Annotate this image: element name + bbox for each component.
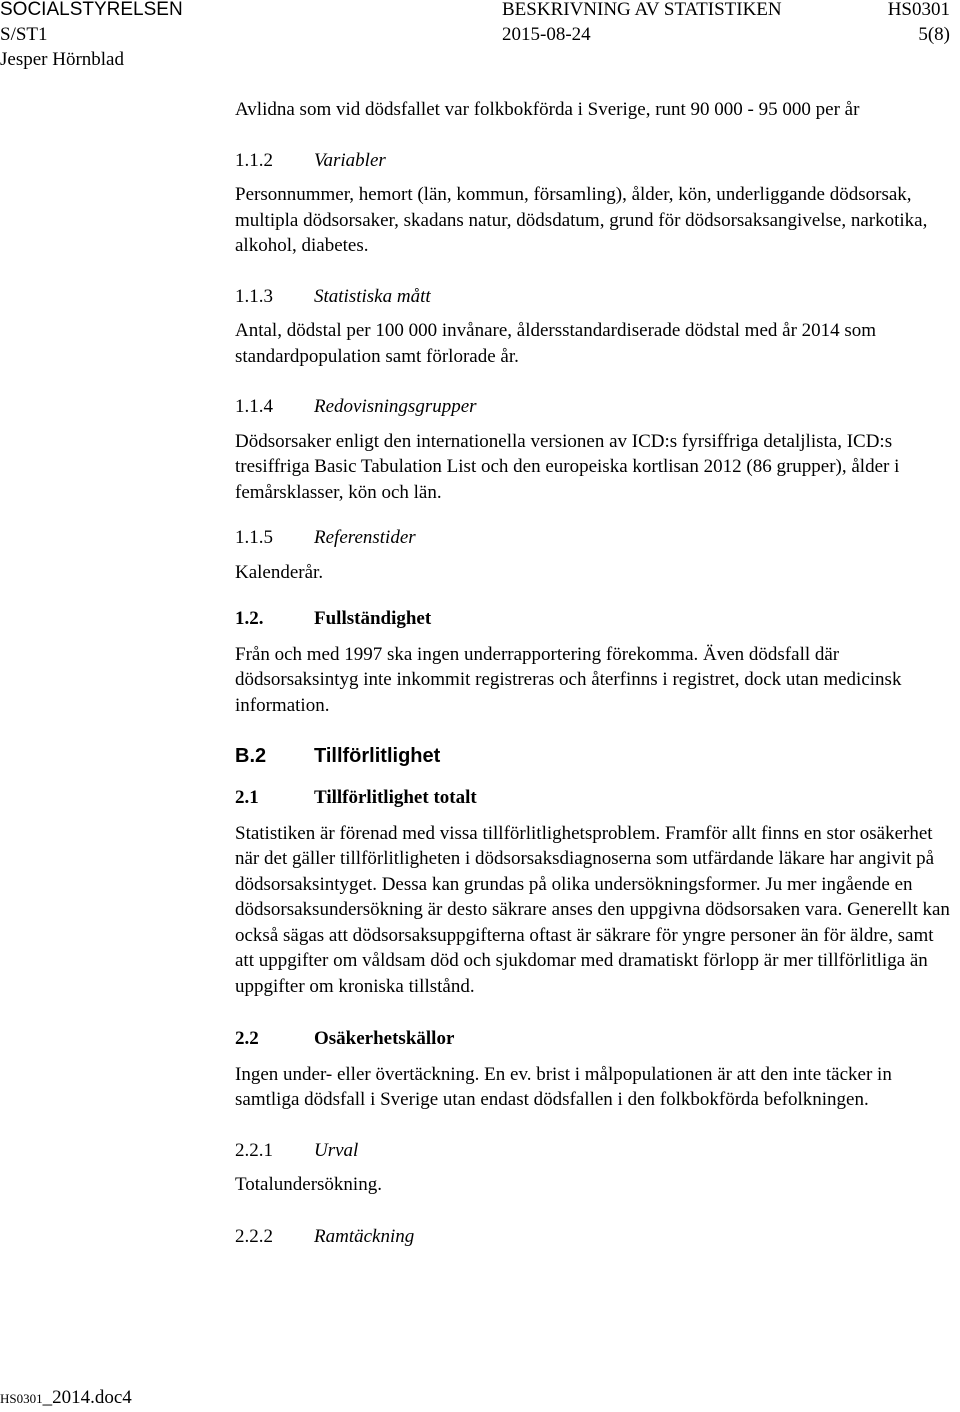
- footer-code: HS0301: [0, 1391, 43, 1406]
- section-number: 1.2.: [235, 608, 264, 629]
- heading-redovisningsgrupper: [235, 394, 950, 420]
- fullstandighet-paragraph: Från och med 1997 ska ingen underrapportering förekomma. Även dödsfall där dödsorsaksintyg inte inkommit registreras och återfinns i registret, dock utan medicinsk information.: [235, 643, 902, 716]
- section-title: Referenstider: [314, 527, 416, 548]
- redovisningsgrupper-paragraph: Dödsorsaker enligt den internationella versionen av ICD:s fyrsiffriga detaljlista, ICD:s tresiffriga Basic Tabulation List och den europeiska kortlisan 2012 (86 grupper), ålder i femårsklasser, kön och län.: [235, 430, 900, 503]
- page-footer: [0, 1387, 132, 1409]
- section-title: Statistiska mått: [314, 285, 431, 307]
- urval-paragraph: Totalundersökning.: [235, 1174, 382, 1195]
- section-number: 2.1: [235, 787, 259, 808]
- section-title: Fullständighet: [314, 608, 432, 629]
- heading-tillforlitlighet: [235, 743, 950, 769]
- heading-statistiska-matt: [235, 284, 950, 310]
- agency-name: SOCIALSTYRELSEN: [0, 0, 183, 20]
- section-title: Variabler: [314, 149, 386, 171]
- footer-filename: _2014.doc4: [42, 1387, 132, 1408]
- heading-urval: [235, 1138, 950, 1164]
- section-number: 1.1.5: [235, 527, 273, 548]
- section-title: Ramtäckning: [314, 1225, 415, 1247]
- section-number: 2.2.1: [235, 1139, 273, 1161]
- document-date: 2015-08-24: [502, 24, 591, 45]
- section-title: Urval: [314, 1139, 359, 1161]
- author-name: Jesper Hörnblad: [0, 49, 124, 70]
- document-code: HS0301: [887, 0, 950, 20]
- heading-referenstider: [235, 525, 950, 551]
- section-number: 2.2.2: [235, 1225, 273, 1247]
- section-title: Tillförlitlighet totalt: [314, 787, 477, 808]
- page-number: 5(8): [918, 24, 950, 45]
- section-number: 1.1.4: [235, 396, 273, 417]
- section-number: 2.2: [235, 1028, 259, 1049]
- section-number: B.2: [235, 745, 267, 767]
- heading-ramtackning: [235, 1224, 950, 1250]
- statistiska-matt-paragraph: Antal, dödstal per 100 000 invånare, åldersstandardiserade dödstal med år 2014 som standardpopulation samt förlorade år.: [235, 320, 877, 367]
- variabler-paragraph: Personnummer, hemort (län, kommun, församling), ålder, kön, underliggande dödsorsak, multipla dödsorsaker, skadans natur, dödsdatum, grund för dödsorsaksangivelse, narkotika, alkohol, diabetes.: [235, 184, 928, 256]
- osakerhetskallor-paragraph: Ingen under- eller övertäckning. En ev. brist i målpopulationen är att den inte täcker in samtliga dödsfall i Sverige utan endast dödsfallen i den folkbokförda befolkningen.: [235, 1063, 892, 1110]
- heading-tillforlitlighet-totalt: [235, 785, 950, 811]
- section-title: Redovisningsgrupper: [314, 396, 477, 417]
- unit-code: S/ST1: [0, 24, 48, 45]
- heading-fullstandighet: [235, 606, 950, 632]
- intro-paragraph: Avlidna som vid dödsfallet var folkbokförda i Sverige, runt 90 000 - 95 000 per år: [235, 99, 860, 120]
- section-title: Tillförlitlighet: [314, 745, 441, 767]
- heading-osakerhetskallor: [235, 1026, 950, 1052]
- section-number: 1.1.2: [235, 149, 273, 171]
- heading-variabler: [235, 148, 950, 174]
- document-type: BESKRIVNING AV STATISTIKEN: [502, 0, 782, 20]
- referenstider-paragraph: Kalenderår.: [235, 561, 324, 583]
- section-number: 1.1.3: [235, 285, 273, 307]
- document-body: [235, 97, 950, 1249]
- page-header: [0, 0, 960, 76]
- section-title: Osäkerhetskällor: [314, 1028, 455, 1049]
- tillforlitlighet-totalt-paragraph: Statistiken är förenad med vissa tillförlitlighetsproblem. Framför allt finns en stor osäkerhet när det gäller tillförlitligheten i dödsorsaksdiagnoserna som utfärdande läkare har angivit på dödsorsaksintyget. Dessa kan grundas på olika undersökningsformer. Ju mer ingående en dödsorsaksundersökning är desto säkrare anses den uppgivna dödsorsaken vara. Generellt kan också sägas att dödsorsaksuppgifterna oftast är säkrare för yngre personer än för äldre, samt att uppgifter om våldsam död och sjukdomar med dramatiskt förlopp är mer tillförlitliga än uppgifter om kroniska tillstånd.: [235, 822, 950, 997]
